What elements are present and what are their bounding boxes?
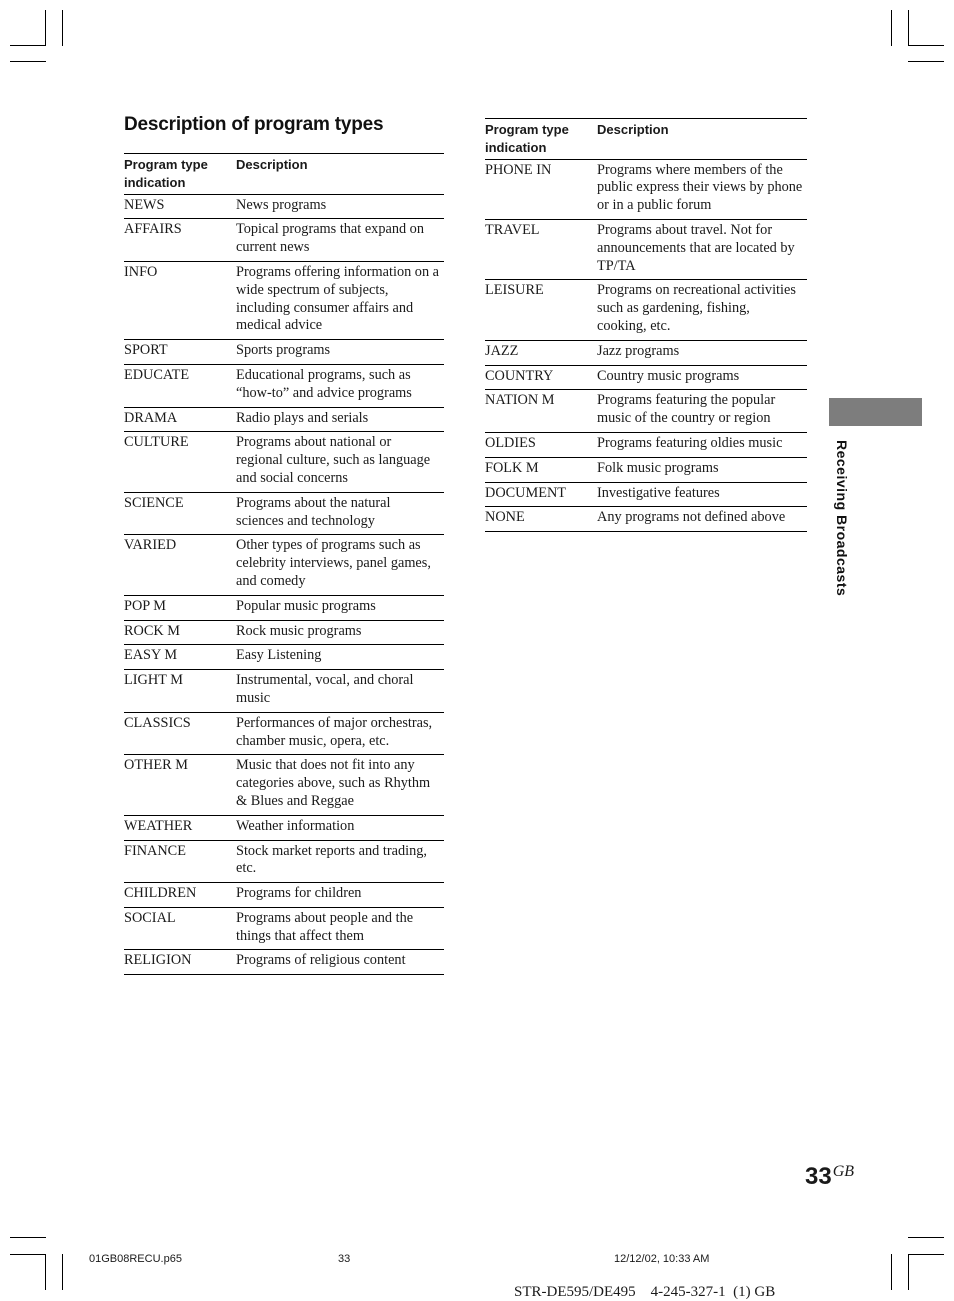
table-row bbox=[485, 457, 807, 482]
program-type-cell: ROCK M bbox=[124, 620, 236, 645]
table-row bbox=[124, 219, 444, 262]
footer-timestamp: 12/12/02, 10:33 AM bbox=[614, 1253, 710, 1265]
program-description-cell: Programs featuring the popular music of the country or region bbox=[597, 390, 807, 433]
program-type-cell: OLDIES bbox=[485, 432, 597, 457]
program-description-cell: Popular music programs bbox=[236, 595, 444, 620]
program-description-cell: Programs offering information on a wide spectrum of subjects, including consumer affairs and medical advice bbox=[236, 261, 444, 339]
program-description-cell: Educational programs, such as “how-to” and advice programs bbox=[236, 364, 444, 407]
program-type-cell: LEISURE bbox=[485, 280, 597, 340]
program-type-cell: INFO bbox=[124, 261, 236, 339]
program-description-cell: Music that does not fit into any categories above, such as Rhythm & Blues and Reggae bbox=[236, 755, 444, 815]
table-row bbox=[124, 712, 444, 755]
program-description-cell: Programs about the natural sciences and technology bbox=[236, 492, 444, 535]
program-description-cell: Easy Listening bbox=[236, 645, 444, 670]
column-header-type: Program type indication bbox=[485, 119, 597, 160]
program-type-cell: AFFAIRS bbox=[124, 219, 236, 262]
program-description-cell: Rock music programs bbox=[236, 620, 444, 645]
table-row bbox=[124, 815, 444, 840]
table-row bbox=[485, 159, 807, 219]
program-description-cell: Programs about national or regional culture, such as language and social concerns bbox=[236, 432, 444, 492]
table-row bbox=[124, 492, 444, 535]
program-type-cell: JAZZ bbox=[485, 340, 597, 365]
section-tab-label: Receiving Broadcasts bbox=[834, 440, 850, 597]
table-row bbox=[124, 595, 444, 620]
program-type-cell: VARIED bbox=[124, 535, 236, 595]
page-number-suffix: GB bbox=[832, 1163, 855, 1180]
table-header-row bbox=[485, 119, 807, 160]
table-row bbox=[124, 950, 444, 975]
program-description-cell: Programs of religious content bbox=[236, 950, 444, 975]
table-row bbox=[485, 280, 807, 340]
table-row bbox=[485, 482, 807, 507]
page-number-value: 33 bbox=[805, 1163, 832, 1190]
program-description-cell: Programs on recreational activities such as gardening, fishing, cooking, etc. bbox=[597, 280, 807, 340]
program-type-cell: EASY M bbox=[124, 645, 236, 670]
footer-page: 33 bbox=[338, 1253, 351, 1265]
program-types-table-left bbox=[124, 153, 444, 975]
program-description-cell: Performances of major orchestras, chamber music, opera, etc. bbox=[236, 712, 444, 755]
program-type-cell: SPORT bbox=[124, 340, 236, 365]
table-row bbox=[485, 365, 807, 390]
program-description-cell: Stock market reports and trading, etc. bbox=[236, 840, 444, 883]
section-title: Description of program types bbox=[124, 114, 384, 135]
program-description-cell: News programs bbox=[236, 194, 444, 219]
program-description-cell: Programs where members of the public express their views by phone or in a public forum bbox=[597, 159, 807, 219]
table-row bbox=[124, 340, 444, 365]
program-description-cell: Programs about people and the things that affect them bbox=[236, 907, 444, 950]
program-description-cell: Folk music programs bbox=[597, 457, 807, 482]
program-type-cell: CHILDREN bbox=[124, 883, 236, 908]
footer-file-name: 01GB08RECU.p65 bbox=[89, 1253, 182, 1265]
program-description-cell: Sports programs bbox=[236, 340, 444, 365]
program-type-cell: POP M bbox=[124, 595, 236, 620]
program-type-cell: FOLK M bbox=[485, 457, 597, 482]
table-row bbox=[124, 670, 444, 713]
program-description-cell: Jazz programs bbox=[597, 340, 807, 365]
program-type-cell: DOCUMENT bbox=[485, 482, 597, 507]
section-tab-marker bbox=[829, 398, 922, 426]
program-description-cell: Radio plays and serials bbox=[236, 407, 444, 432]
program-type-cell: FINANCE bbox=[124, 840, 236, 883]
table-row bbox=[485, 219, 807, 279]
table-row bbox=[485, 432, 807, 457]
table-row bbox=[124, 432, 444, 492]
column-header-description: Description bbox=[597, 119, 807, 160]
table-row bbox=[124, 840, 444, 883]
program-type-cell: SCIENCE bbox=[124, 492, 236, 535]
program-type-cell: CLASSICS bbox=[124, 712, 236, 755]
program-type-cell: SOCIAL bbox=[124, 907, 236, 950]
program-type-cell: RELIGION bbox=[124, 950, 236, 975]
program-type-cell: LIGHT M bbox=[124, 670, 236, 713]
program-type-cell: OTHER M bbox=[124, 755, 236, 815]
table-row bbox=[124, 755, 444, 815]
table-row bbox=[124, 364, 444, 407]
program-type-cell: PHONE IN bbox=[485, 159, 597, 219]
program-description-cell: Country music programs bbox=[597, 365, 807, 390]
table-row bbox=[124, 883, 444, 908]
program-type-cell: NEWS bbox=[124, 194, 236, 219]
program-type-cell: NATION M bbox=[485, 390, 597, 433]
table-row bbox=[124, 261, 444, 339]
table-row bbox=[485, 507, 807, 532]
table-row bbox=[124, 620, 444, 645]
table-row bbox=[485, 390, 807, 433]
column-header-description: Description bbox=[236, 154, 444, 195]
program-description-cell: Programs featuring oldies music bbox=[597, 432, 807, 457]
program-type-cell: CULTURE bbox=[124, 432, 236, 492]
table-row bbox=[124, 535, 444, 595]
program-description-cell: Other types of programs such as celebrity interviews, panel games, and comedy bbox=[236, 535, 444, 595]
program-description-cell: Programs about travel. Not for announcements that are located by TP/TA bbox=[597, 219, 807, 279]
table-header-row bbox=[124, 154, 444, 195]
table-row bbox=[485, 340, 807, 365]
program-type-cell: TRAVEL bbox=[485, 219, 597, 279]
table-row bbox=[124, 907, 444, 950]
program-types-table-right bbox=[485, 118, 807, 532]
column-header-type: Program type indication bbox=[124, 154, 236, 195]
table-row bbox=[124, 194, 444, 219]
program-description-cell: Topical programs that expand on current news bbox=[236, 219, 444, 262]
program-description-cell: Investigative features bbox=[597, 482, 807, 507]
table-row bbox=[124, 645, 444, 670]
program-type-cell: DRAMA bbox=[124, 407, 236, 432]
program-type-cell: NONE bbox=[485, 507, 597, 532]
program-type-cell: COUNTRY bbox=[485, 365, 597, 390]
program-type-cell: WEATHER bbox=[124, 815, 236, 840]
program-description-cell: Weather information bbox=[236, 815, 444, 840]
program-description-cell: Any programs not defined above bbox=[597, 507, 807, 532]
footer-model-code: STR-DE595/DE495 4-245-327-1 (1) GB bbox=[514, 1284, 776, 1300]
program-description-cell: Instrumental, vocal, and choral music bbox=[236, 670, 444, 713]
program-description-cell: Programs for children bbox=[236, 883, 444, 908]
table-row bbox=[124, 407, 444, 432]
page-number bbox=[805, 1163, 854, 1191]
program-type-cell: EDUCATE bbox=[124, 364, 236, 407]
